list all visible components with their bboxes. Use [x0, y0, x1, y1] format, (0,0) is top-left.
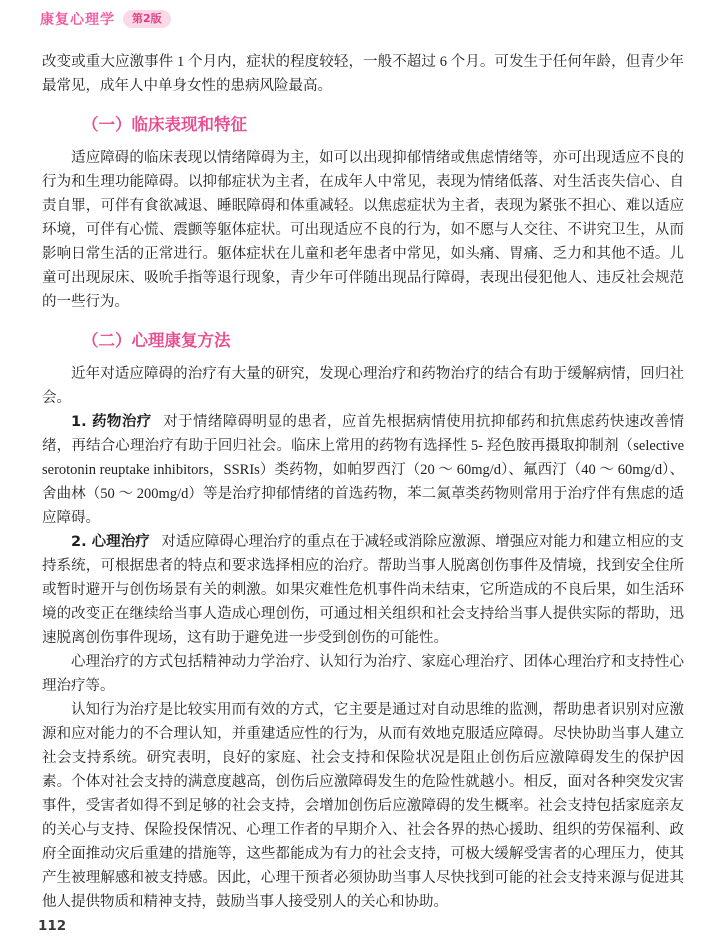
paragraph-psychotherapy: [42, 530, 684, 650]
book-title: 康复心理学: [40, 12, 115, 28]
section-heading-clinical-features: （一）临床表现和特征: [82, 115, 247, 134]
psychotherapy-text: 对适应障碍心理治疗的重点在于减轻或消除应激源、增强应对能力和建立相应的支持系统，可根据患者的特点和要求选择相应的治疗。帮助当事人脱离创伤事件及情境，找到安全住所或暂时避开与创伤场景有关的刺激。如果灾难性危机事件尚未结束，它所造成的不良后果，如生活环境的改变正在继续给当事人造成心理创伤，可通过相关组织和社会支持给当事人提供实际的帮助，迅速脱离创伤事件现场，这有助于避免进一步受到创伤的可能性。: [42, 534, 684, 646]
running-header: [40, 9, 171, 29]
paragraph-cbt-social-support: 认知行为治疗是比较实用而有效的方式，它主要是通过对自动思维的监测，帮助患者识别对应激源和应对能力的不合理认知，并重建适应性的行为，从而有效地克服适应障碍。尽快协助当事人建立社会支持系统。研究表明，良好的家庭、社会支持和保险状况是阻止创伤后应激障碍发生的保护因素。个体对社会支持的满意度越高，创伤后应激障碍发生的危险性就越小。相反，面对各种突发灾害事件，受害者如得不到足够的社会支持，会增加创伤后应激障碍的发生概率。社会支持包括家庭亲友的关心与支持、保险投保情况、心理工作者的早期介入、社会各界的热心援助、组织的劳保福利、政府全面推动灾后重建的措施等，这些都能成为有力的社会支持，可极大缓解受害者的心理压力，使其产生被理解感和被支持感。因此，心理干预者必须协助当事人尽快找到可能的社会支持来源与促进其他人提供物质和精神支持，鼓励当事人接受别人的关心和协助。: [42, 702, 684, 910]
section-heading-rehab-methods: （二）心理康复方法: [82, 331, 231, 350]
page-number: 112: [38, 918, 67, 934]
paragraph-clinical-features: 适应障碍的临床表现以情绪障碍为主，如可以出现抑郁情绪或焦虑情绪等，亦可出现适应不良的行为和生理功能障碍。以抑郁症状为主者，在成年人中常见，表现为情绪低落、对生活丧失信心、自责自罪，可伴有食欲减退、睡眠障碍和体重减轻。以焦虑症状为主者，表现为紧张不担心、难以适应环境，可伴有心慌、震颤等躯体症状。可出现适应不良的行为，如不愿与人交往、不讲究卫生，从而影响日常生活的正常进行。躯体症状在儿童和老年患者中常见，如头痛、胃痛、乏力和其他不适。儿童可出现尿床、吸吮手指等退行现象，青少年可伴随出现品行障碍，表现出侵犯他人、违反社会规范的一些行为。: [42, 150, 684, 310]
psychotherapy-lead: 2. 心理治疗: [71, 534, 150, 550]
edition-badge: 第2版: [123, 10, 171, 28]
page-content: [42, 50, 684, 914]
paragraph-rehab-intro: 近年对适应障碍的治疗有大量的研究，发现心理治疗和药物治疗的结合有助于缓解病情，回归社会。: [42, 366, 684, 406]
paragraph-drug-therapy: [42, 410, 684, 530]
paragraph-continuation: 改变或重大应激事件 1 个月内，症状的程度较轻，一般不超过 6 个月。可发生于任何年龄，但青少年最常见，成年人中单身女性的患病风险最高。: [42, 54, 684, 94]
drug-therapy-text: 对于情绪障碍明显的患者，应首先根据病情使用抗抑郁药和抗焦虑药快速改善情绪，再结合心理治疗有助于回归社会。临床上常用的药物有选择性 5- 羟色胺再摄取抑制剂（selective serotonin reuptake inhibitors，SSRIs）类药物，如帕罗西汀（20 ～ 60mg/d）、氟西汀（40 ～ 60mg/d）、舍曲林（50 ～ 200mg/d）等是治疗抑郁情绪的首选药物，苯二氮䓬类药物则常用于治疗伴有焦虑的适应障碍。: [42, 414, 684, 526]
paragraph-therapy-methods: 心理治疗的方式包括精神动力学治疗、认知行为治疗、家庭心理治疗、团体心理治疗和支持性心理治疗等。: [42, 654, 684, 694]
drug-therapy-lead: 1. 药物治疗: [71, 414, 152, 430]
